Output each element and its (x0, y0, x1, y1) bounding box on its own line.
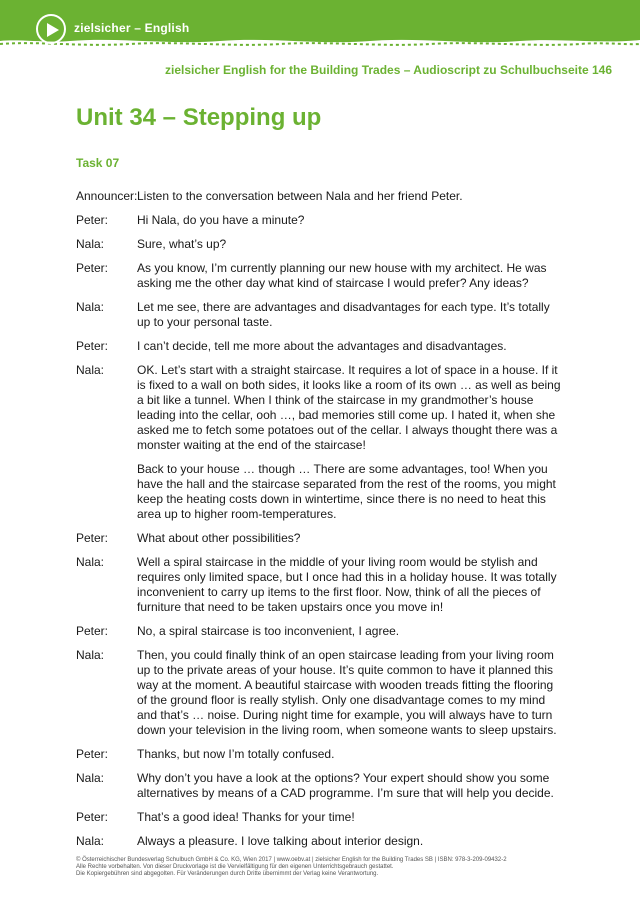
dialogue-text: Thanks, but now I’m totally confused. (137, 747, 335, 761)
speaker-label: Peter: (76, 261, 109, 275)
dialogue-text: No, a spiral staircase is too inconvenient, I agree. (137, 624, 400, 638)
brand-name: zielsicher – English (74, 21, 190, 35)
speaker-label: Nala: (76, 834, 105, 848)
dialogue-line (76, 189, 566, 204)
dialogue-text: Sure, what’s up? (137, 237, 227, 251)
speaker-label: Nala: (76, 648, 105, 662)
play-icon (46, 22, 60, 38)
dialogue-text: OK. Let’s start with a straight staircase. It requires a lot of space in a house. If it is fixed to a wall on both sides, it looks like a room of its own … as well as being a bit like a tunnel. When I think of the staircase in my grandmother’s house leading into the cellar, ooh …, bad memories still come up. I hated it, when she asked me to fetch some potatoes out of the cellar. I always thought there was a monster waiting at the end of the staircase! (137, 363, 561, 452)
dialogue-text: As you know, I’m currently planning our new house with my architect. He was asking me the other day what kind of staircase I would prefer? Any ideas? (137, 261, 547, 290)
dialogue-text: Let me see, there are advantages and disadvantages for each type. It’s totally up to your personal taste. (137, 300, 550, 329)
dialogue-line (76, 261, 566, 291)
page-subtitle: zielsicher English for the Building Trades – Audioscript zu Schulbuchseite 146 (165, 63, 612, 77)
dialogue-text: Well a spiral staircase in the middle of your living room would be stylish and requires only limited space, but I once had this in a holiday house. It was totally inconvenient to carry up items to the first floor. Now, think of all the pieces of furniture that need to be taken upstairs once you move in! (137, 555, 557, 614)
speaker-label: Nala: (76, 771, 105, 785)
dialogue-text: Always a pleasure. I love talking about interior design. (137, 834, 424, 848)
dialogue-line (76, 771, 566, 801)
dialogue-line (76, 531, 566, 546)
dialogue-line (76, 237, 566, 252)
dialogue-text: Hi Nala, do you have a minute? (137, 213, 305, 227)
speaker-label: Peter: (76, 747, 109, 761)
dialogue-line (76, 747, 566, 762)
speaker-label (76, 462, 137, 522)
dialogue-line (76, 555, 566, 615)
dialogue-line (76, 462, 566, 522)
speaker-label: Nala: (76, 363, 105, 377)
speaker-label: Nala: (76, 555, 105, 569)
dialogue-text: That’s a good idea! Thanks for your time! (137, 810, 355, 824)
footer-line: © Österreichischer Bundesverlag Schulbuch GmbH & Co. KG, Wien 2017 | www.oebv.at | zielsicher English for the Building Trades SB | ISBN: 978-3-209-09432-2 (76, 857, 507, 863)
footer-line: Alle Rechte vorbehalten. Von dieser Druckvorlage ist die Vervielfältigung für den eigenen Unterrichtsgebrauch gestattet. (76, 864, 394, 871)
speaker-label: Peter: (76, 339, 109, 353)
copyright-footer (76, 857, 576, 879)
speaker-label: Announcer: (76, 189, 138, 203)
dialogue-text: Back to your house … though … There are some advantages, too! When you have the hall and the staircase separated from the rest of the rooms, you might keep the heating costs down in wintertime, since there is no need to heat this area up to higher room-temperatures. (137, 462, 556, 521)
dialogue-text: I can’t decide, tell me more about the advantages and disadvantages. (137, 339, 507, 353)
dialogue-line (76, 624, 566, 639)
speaker-label: Peter: (76, 213, 109, 227)
dialogue-line (76, 339, 566, 354)
speaker-label: Nala: (76, 237, 105, 251)
speaker-label: Peter: (76, 624, 109, 638)
header-banner (0, 0, 640, 50)
dialogue-line (76, 648, 566, 738)
audioscript (76, 189, 566, 858)
speaker-label: Peter: (76, 531, 109, 545)
speaker-label: Peter: (76, 810, 109, 824)
dialogue-text: What about other possibilities? (137, 531, 301, 545)
task-heading: Task 07 (76, 156, 120, 170)
footer-line: Die Kopiergebühren sind abgegolten. Für Veränderungen durch Dritte übernimmt der Verlag keine Verantwortung. (76, 871, 379, 878)
logo (36, 14, 66, 44)
dialogue-text: Then, you could finally think of an open staircase leading from your living room up to the private areas of your house. It’s quite common to have it planned this way at the moment. A beautiful staircase with wooden treads fitting the flooring of the ground floor is really stylish. Only one disadvantage comes to my mind and that’s … noise. During night time for example, you will always have to turn down your television in the living room, when someone wants to sleep upstairs. (137, 648, 557, 737)
dialogue-text: Why don’t you have a look at the options? Your expert should show you some alternatives by means of a CAD programme. I’m sure that will help you decide. (137, 771, 554, 800)
dialogue-line (76, 300, 566, 330)
dialogue-text: Listen to the conversation between Nala and her friend Peter. (137, 189, 463, 203)
speaker-label: Nala: (76, 300, 105, 314)
dialogue-line (76, 834, 566, 849)
page-title: Unit 34 – Stepping up (76, 104, 322, 131)
dialogue-line (76, 363, 566, 453)
dialogue-line (76, 810, 566, 825)
dialogue-line (76, 213, 566, 228)
